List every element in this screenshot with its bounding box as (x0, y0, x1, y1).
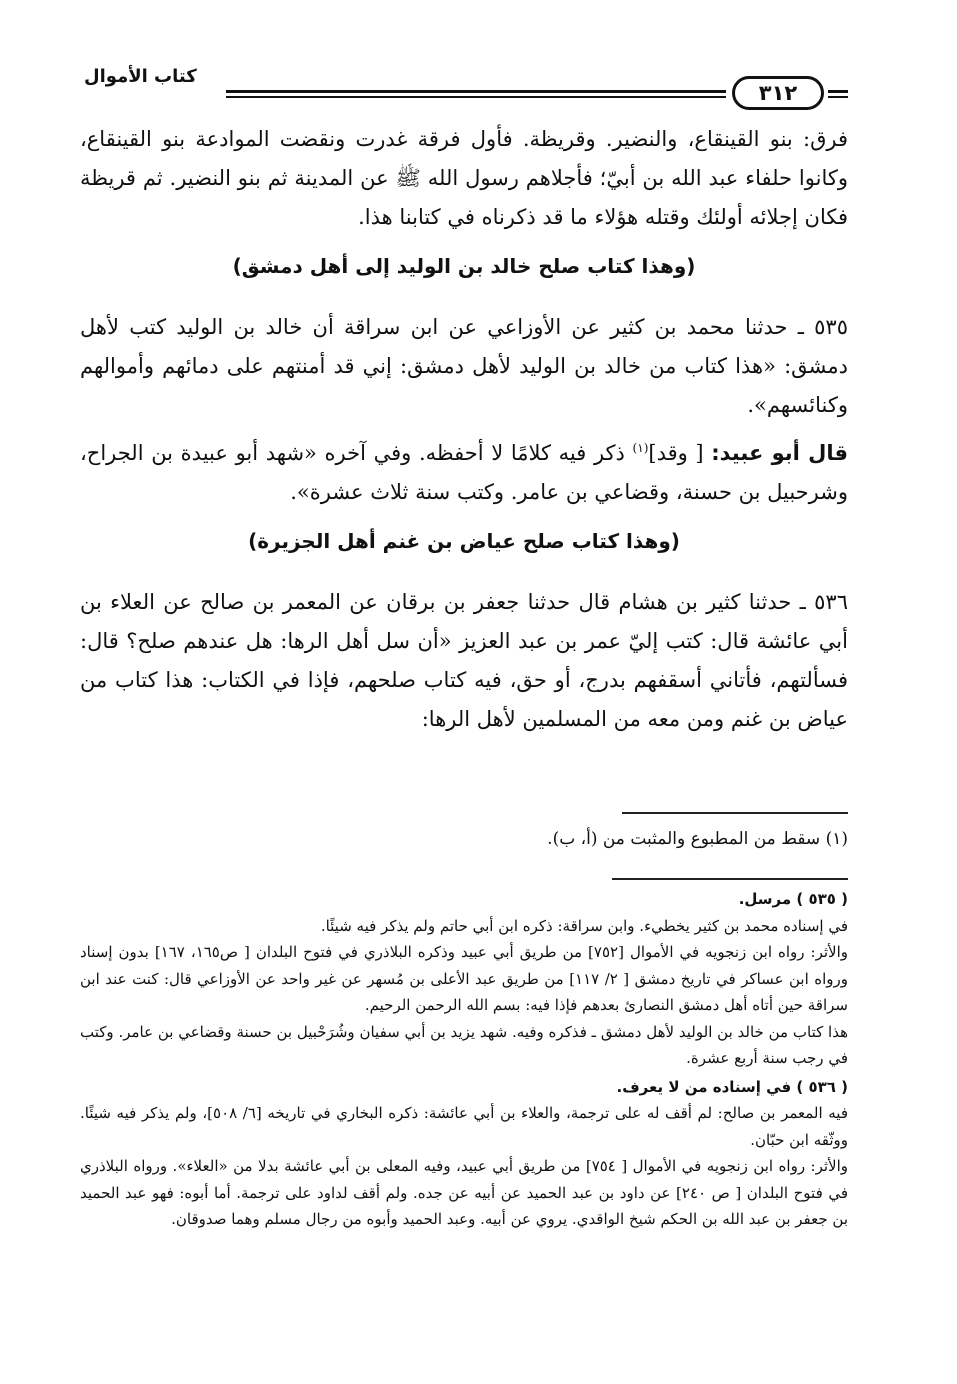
speaker-label: قال أبو عبيد: (711, 441, 848, 465)
note-line: فيه المعمر بن صالح: لم أقف له على ترجمة، والعلاء بن أبي عائشة: ذكره البخاري في تاريخه [٦/ ٥٠٨]، ولم يذكر فيه شيئًا. ووثّقه ابن حبّان. (80, 1104, 848, 1149)
header-rule (226, 90, 726, 93)
bracket-text: [ وقد] (648, 441, 704, 465)
section-heading: (وهذا كتاب صلح خالد بن الوليد إلى أهل دمشق) (232, 254, 696, 278)
note-heading-535: ( ٥٣٥ ) مرسل. (738, 890, 848, 908)
paragraph-536: ٥٣٦ ـ حدثنا كثير بن هشام قال حدثنا جعفر بن برقان عن المعمر بن صالح عن العلاء بن أبي عائشة قال: كتب إليّ عمر بن عبد العزيز «أن سل أهل الرها: هل عندهم صلح؟ قال: فسألتهم، فأتاني أسقفهم بدرج، أو حق، فيه كتاب صلحهم، فإذا في الكتاب: هذا كتاب من عياض بن غنم ومن معه من المسلمين لأهل الرها: (80, 590, 848, 731)
main-text (80, 120, 848, 748)
editor-notes (80, 886, 848, 1233)
paragraph-abu-ubaid (80, 434, 848, 512)
footnote-marker: (١) (632, 441, 649, 455)
section-heading: (وهذا كتاب صلح عياض بن غنم أهل الجزيرة) (248, 529, 680, 553)
footnote-rule (622, 812, 848, 814)
header-rule (828, 90, 848, 93)
notes-rule (612, 878, 848, 880)
header-rule (226, 96, 726, 98)
note-heading-536: ( ٥٣٦ ) في إسناده من لا يعرف. (616, 1077, 848, 1096)
footnote: (١) سقط من المطبوع والمثبت من (أ، ب). (547, 829, 848, 849)
note-line: والأثر: رواه ابن زنجويه في الأموال [٧٥٢] من طريق أبي عبيد وذكره البلاذري في فتوح البلدان [ ص١٦٥، ١٦٧] بدون إسناد ورواه ابن عساكر في تاريخ دمشق [ ٢/ ١١٧] من طريق عبد الأعلى بن مُسهر عن غير واحد عن الأوزاعي قال: كنت عند ابن سراقة حين أتاه أهل دمشق النصارئ بعدهم فإذا فيه: بسم الله الرحمن الرحيم. (80, 943, 848, 1014)
note-line: في إسناده محمد بن كثير يخطيء. وابن سراقة: ذكره ابن أبي حاتم ولم يذكر فيه شيئًا. (320, 916, 848, 935)
paragraph-text: ذكر فيه كلامًا لا أحفظه. وفي آخره «شهد أبو عبيدة بن الجراح، وشرحبيل بن حسنة، وقضاعي بن عامر. وكتب سنة ثلاث عشرة». (80, 441, 848, 504)
running-title: كتاب الأموال (84, 66, 197, 87)
note-line: هذا كتاب من خالد بن الوليد لأهل دمشق ـ فذكره وفيه. شهد يزيد بن أبي سفيان وشُرَحْبيل بن حسنة وقضاعي بن عامر. وكتب في رجب سنة أربع عشرة. (80, 1022, 848, 1067)
header-rule (828, 96, 848, 98)
paragraph: فرق: بنو القينقاع، والنضير. وقريظة. فأول فرقة غدرت ونقضت الموادعة بنو القينقاع، وكانوا حلفاء عبد الله بن أبيّ؛ فأجلاهم رسول الله ﷺ عن المدينة ثم بنو النضير. ثم قريظة فكان إجلائه أولئك وقتله هؤلاء ما قد ذكرناه في كتابنا هذا. (80, 127, 848, 229)
paragraph-535: ٥٣٥ ـ حدثنا محمد بن كثير عن الأوزاعي عن ابن سراقة أن خالد بن الوليد كتب لأهل دمشق: «هذا كتاب من خالد بن الوليد لأهل دمشق: إني قد أمنتهم على دمائهم وأموالهم وكنائسهم». (80, 315, 848, 417)
note-line: والأثر: رواه ابن زنجويه في الأموال [ ٧٥٤] من طريق أبي عبيد، وفيه المعلى بن أبي عائشة بدلا من «العلاء». ورواه البلاذري في فتوح البلدان [ ص ٢٤٠] عن داود بن عبد الحميد عن أبيه عن جده. ولم أقف لداود على ترجمة. أما أبوه: فهو عبد الحميد بن جعفر بن عبد الله بن الحكم شيخ الواقدي. يروي عن أبيه. وعبد الحميد وأبوه من رجال مسلم وهما صدوقان. (80, 1157, 848, 1228)
page-number: ٣١٢ (732, 76, 824, 110)
